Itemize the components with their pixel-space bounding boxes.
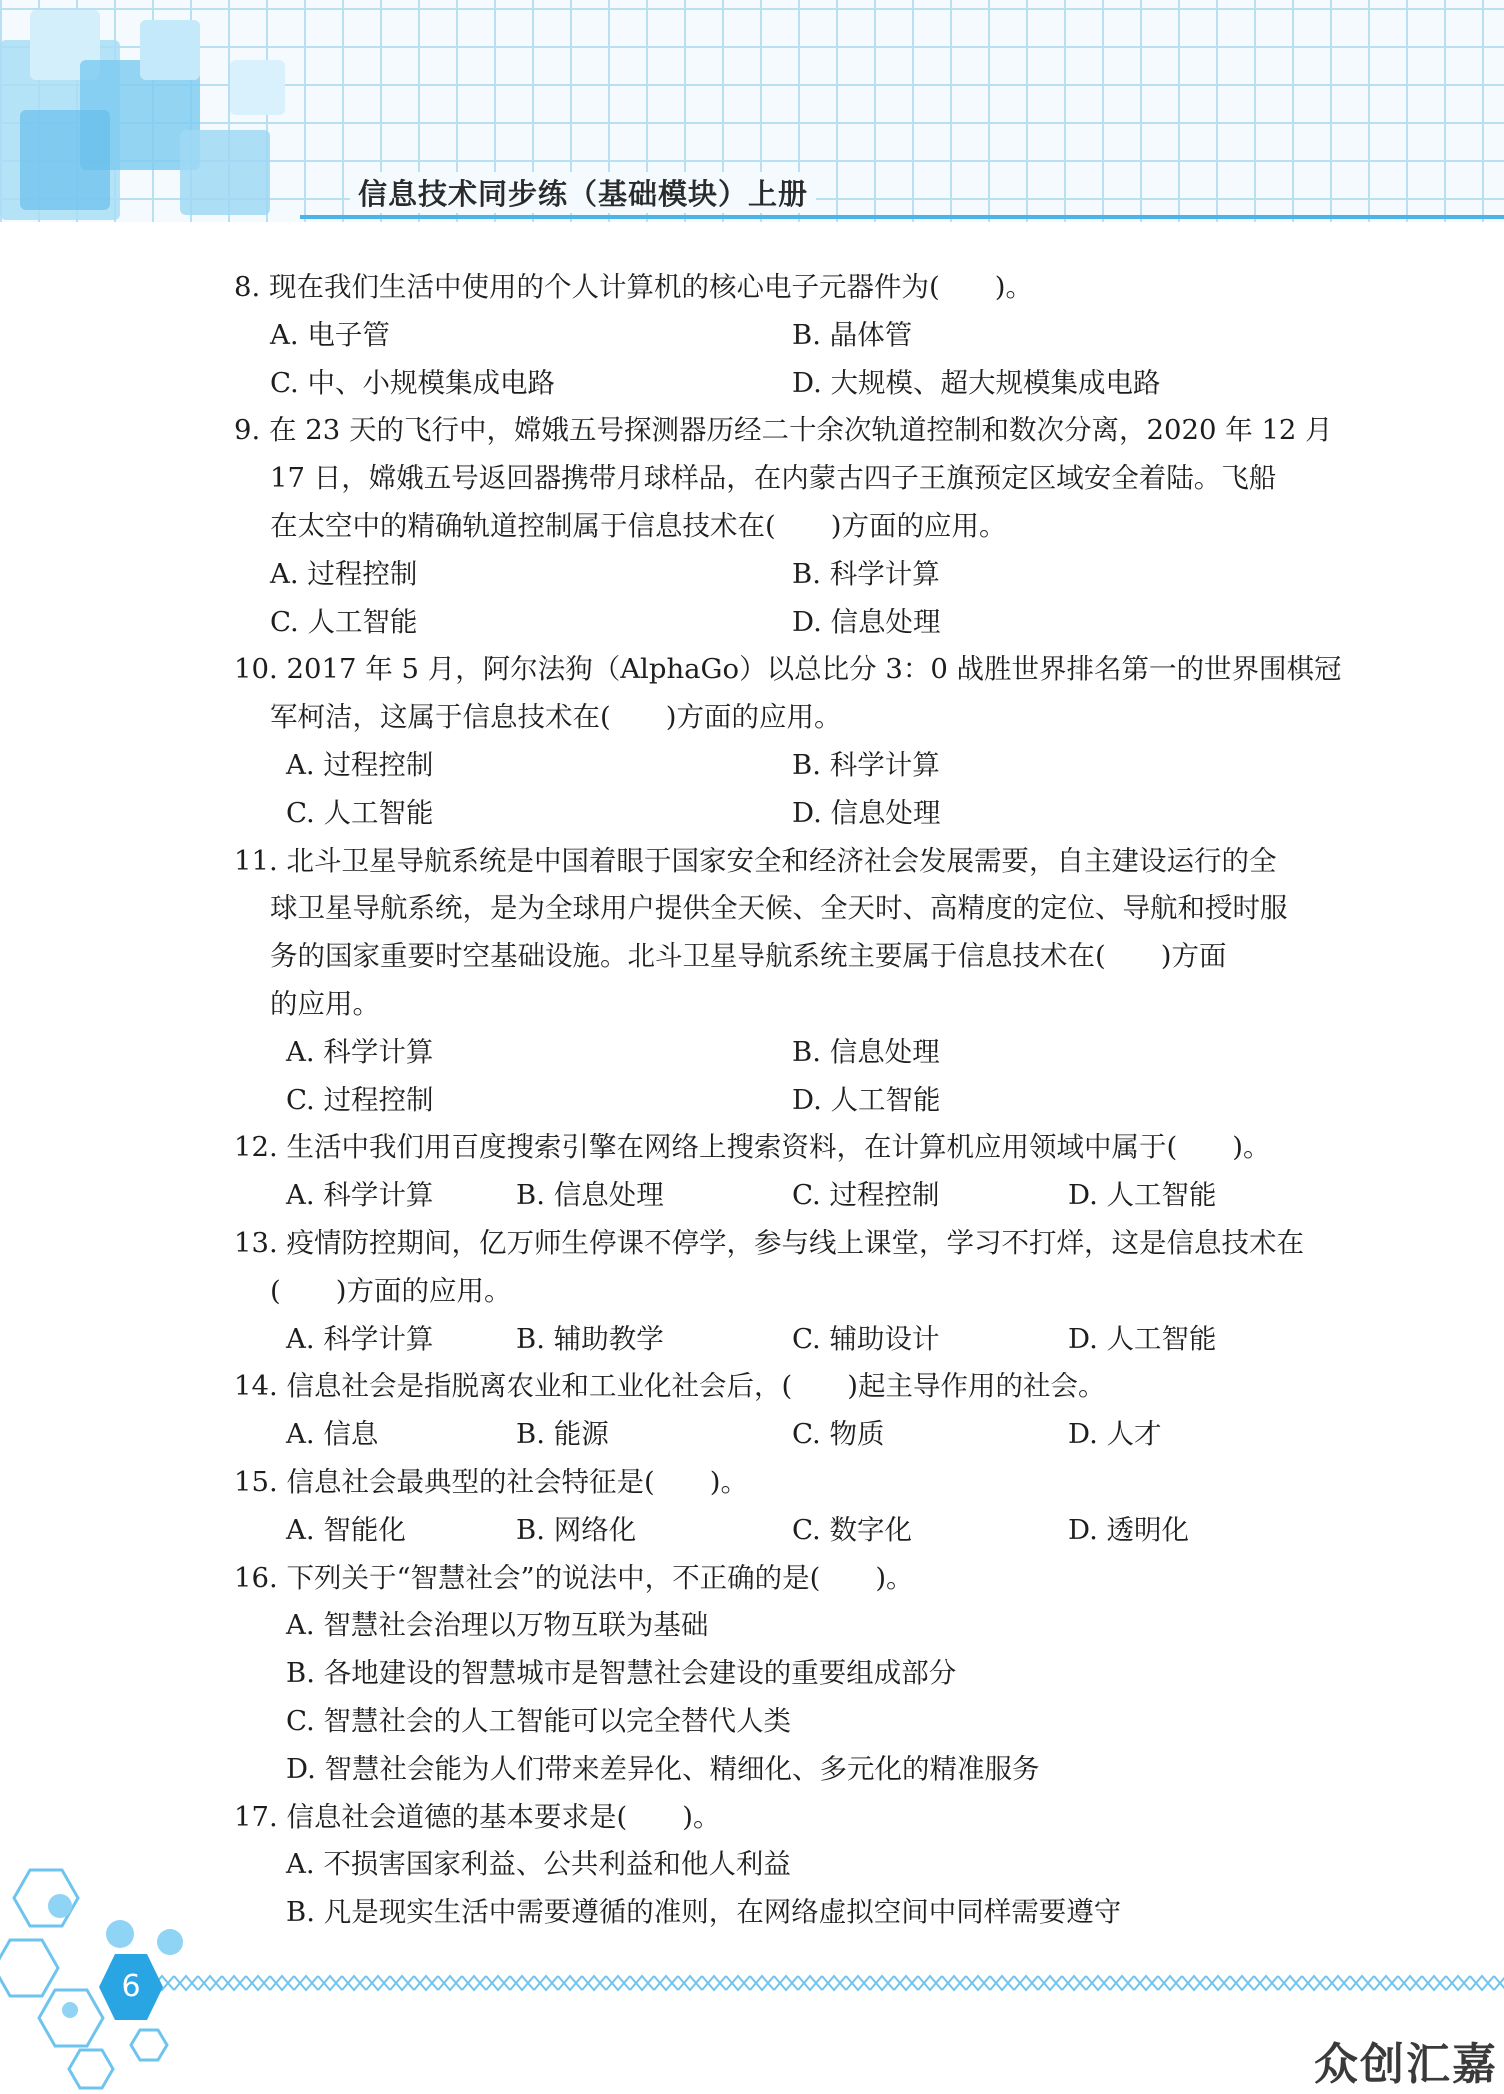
question-stem: [234, 1363, 1324, 1411]
answer-option[interactable]: C. 辅助设计: [792, 1322, 940, 1355]
answer-option[interactable]: A. 科学计算: [286, 1035, 434, 1068]
question-text: 下列关于“智慧社会”的说法中，不正确的是( )。: [286, 1561, 914, 1594]
option-row: [234, 1889, 1324, 1937]
answer-option[interactable]: B. 科学计算: [792, 557, 940, 590]
question-stem: [234, 838, 1324, 886]
answer-option[interactable]: D. 信息处理: [792, 796, 941, 829]
question-stem: [234, 1794, 1324, 1842]
answer-option[interactable]: D. 人工智能: [1068, 1179, 1217, 1212]
option-row: [234, 1029, 1324, 1077]
page-number: 6: [121, 1969, 141, 2004]
question-stem: [234, 1124, 1324, 1172]
question-text: 2017 年 5 月，阿尔法狗（AlphaGo）以总比分 3：0 战胜世界排名第一的世界围棋冠: [286, 653, 1342, 686]
question-number: 8.: [234, 271, 261, 303]
answer-option[interactable]: D. 人工智能: [1068, 1322, 1217, 1355]
header-title: 信息技术同步练（基础模块）上册: [350, 172, 816, 213]
option-row: [234, 790, 1324, 838]
question-stem: [234, 264, 1324, 312]
question-text: 务的国家重要时空基础设施。北斗卫星导航系统主要属于信息技术在( )方面: [270, 940, 1227, 973]
option-row: [234, 1746, 1324, 1794]
option-row: [234, 1077, 1324, 1125]
question-stem-continued: [234, 455, 1324, 503]
question-text: 北斗卫星导航系统是中国着眼于国家安全和经济社会发展需要，自主建设运行的全: [286, 844, 1277, 877]
question-number: 12.: [234, 1131, 278, 1164]
answer-option[interactable]: C. 数字化: [792, 1513, 913, 1546]
question-number: 13.: [234, 1226, 278, 1259]
answer-option[interactable]: B. 凡是现实生活中需要遵循的准则，在网络虚拟空间中同样需要遵守: [286, 1896, 1122, 1929]
question-text: 信息社会是指脱离农业和工业化社会后，( )起主导作用的社会。: [286, 1370, 1106, 1403]
question-text: 球卫星导航系统，是为全球用户提供全天候、全天时、高精度的定位、导航和授时服: [270, 892, 1288, 925]
question-stem-continued: [234, 1268, 1324, 1316]
question-number: 9.: [234, 414, 261, 447]
answer-option[interactable]: B. 能源: [516, 1418, 609, 1451]
answer-option[interactable]: B. 信息处理: [516, 1179, 664, 1212]
question-number: 17.: [234, 1800, 278, 1833]
question-stem: [234, 407, 1333, 455]
answer-option[interactable]: B. 各地建设的智慧城市是智慧社会建设的重要组成部分: [286, 1657, 957, 1690]
question-number: 10.: [234, 653, 278, 686]
option-row: [234, 312, 1324, 360]
header-decoration: [20, 110, 110, 210]
question-stem-continued: [234, 885, 1324, 933]
question-stem: [234, 1459, 1324, 1507]
answer-option[interactable]: B. 网络化: [516, 1513, 637, 1546]
answer-option[interactable]: C. 智慧社会的人工智能可以完全替代人类: [286, 1704, 792, 1737]
question-number: 16.: [234, 1561, 278, 1594]
question-text: 生活中我们用百度搜索引擎在网络上搜索资料，在计算机应用领域中属于( )。: [286, 1131, 1271, 1164]
watermark-text: 众创汇嘉: [1314, 2039, 1498, 2090]
answer-option[interactable]: C. 物质: [792, 1418, 885, 1451]
option-row: [234, 742, 1324, 790]
question-list: [234, 264, 1342, 1937]
answer-option[interactable]: D. 大规模、超大规模集成电路: [792, 366, 1161, 399]
option-row: [234, 1507, 1324, 1555]
option-row: [234, 551, 1324, 599]
header-rule: [300, 215, 1504, 219]
question-stem: [234, 1555, 1324, 1603]
question-text: 在太空中的精确轨道控制属于信息技术在( )方面的应用。: [270, 509, 1007, 542]
option-row: [234, 1172, 1324, 1220]
question-text: 在 23 天的飞行中，嫦娥五号探测器历经二十余次轨道控制和数次分离，2020 年 12 月: [269, 414, 1333, 447]
answer-option[interactable]: B. 信息处理: [792, 1035, 940, 1068]
answer-option[interactable]: D. 透明化: [1068, 1513, 1190, 1546]
answer-option[interactable]: B. 晶体管: [792, 318, 913, 351]
answer-option[interactable]: A. 科学计算: [286, 1179, 434, 1212]
option-row: [234, 1698, 1324, 1746]
answer-option[interactable]: A. 过程控制: [286, 748, 434, 781]
question-number: 14.: [234, 1370, 278, 1403]
answer-option[interactable]: C. 人工智能: [270, 605, 418, 638]
answer-option[interactable]: C. 中、小规模集成电路: [270, 366, 556, 399]
answer-option[interactable]: D. 人才: [1068, 1418, 1162, 1451]
answer-option[interactable]: A. 信息: [286, 1418, 379, 1451]
question-text: 信息社会最典型的社会特征是( )。: [286, 1465, 748, 1498]
question-text: 疫情防控期间，亿万师生停课不停学，参与线上课堂，学习不打烊，这是信息技术在: [286, 1226, 1304, 1259]
header-decoration: [140, 20, 200, 80]
option-row: [234, 360, 1324, 408]
answer-option[interactable]: B. 科学计算: [792, 748, 940, 781]
answer-option[interactable]: C. 过程控制: [792, 1179, 940, 1212]
header-decoration: [180, 130, 270, 215]
question-stem-continued: [234, 933, 1324, 981]
question-text: 信息社会道德的基本要求是( )。: [286, 1800, 721, 1833]
option-row: [234, 1602, 1324, 1650]
question-text: 17 日，嫦娥五号返回器携带月球样品，在内蒙古四子王旗预定区域安全着陆。飞船: [270, 462, 1277, 495]
answer-option[interactable]: C. 人工智能: [286, 796, 434, 829]
footer-wave-band: [150, 1968, 1504, 1998]
answer-option[interactable]: C. 过程控制: [286, 1083, 434, 1116]
answer-option[interactable]: A. 科学计算: [286, 1322, 434, 1355]
header-decoration: [230, 60, 285, 115]
question-stem: [234, 1220, 1324, 1268]
answer-option[interactable]: D. 人工智能: [792, 1083, 941, 1116]
answer-option[interactable]: D. 信息处理: [792, 605, 941, 638]
question-text: 军柯洁，这属于信息技术在( )方面的应用。: [270, 701, 842, 734]
option-row: [234, 599, 1324, 647]
question-stem: [234, 646, 1342, 694]
answer-option[interactable]: A. 不损害国家利益、公共利益和他人利益: [286, 1848, 791, 1881]
answer-option[interactable]: A. 智能化: [286, 1513, 406, 1546]
question-number: 11.: [234, 844, 278, 877]
answer-option[interactable]: B. 辅助教学: [516, 1322, 664, 1355]
question-stem-continued: [234, 503, 1324, 551]
question-number: 15.: [234, 1465, 278, 1498]
option-row: [234, 1316, 1324, 1364]
option-row: [234, 1841, 1324, 1889]
question-text: ( )方面的应用。: [270, 1274, 512, 1307]
answer-option[interactable]: A. 电子管: [270, 318, 390, 351]
option-row: [234, 1650, 1324, 1698]
answer-option[interactable]: A. 智慧社会治理以万物互联为基础: [286, 1609, 709, 1642]
question-stem-continued: [234, 694, 1324, 742]
option-row: [234, 1411, 1324, 1459]
question-text: 的应用。: [270, 987, 380, 1020]
answer-option[interactable]: D. 智慧社会能为人们带来差异化、精细化、多元化的精准服务: [286, 1752, 1040, 1785]
answer-option[interactable]: A. 过程控制: [270, 557, 418, 590]
question-text: 现在我们生活中使用的个人计算机的核心电子元器件为( )。: [269, 271, 1033, 303]
question-stem-continued: [234, 981, 1324, 1029]
